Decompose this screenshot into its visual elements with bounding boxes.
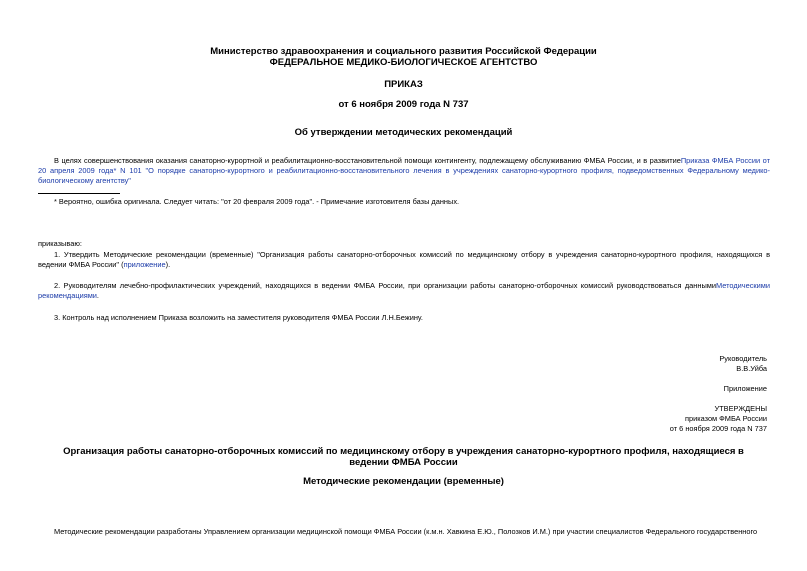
- footnote: * Вероятно, ошибка оригинала. Следует читать: "от 20 февраля 2009 года". - Примечание изготовителя базы данных.: [54, 197, 460, 206]
- order-item-1: [38, 250, 770, 270]
- appendix-label: Приложение: [723, 384, 767, 393]
- ministry-heading: Министерство здравоохранения и социального развития Российской Федерации: [210, 46, 597, 57]
- appendix-link[interactable]: приложение: [123, 260, 166, 269]
- order-item-3: 3. Контроль над исполнением Приказа возложить на заместителя руководителя ФМБА России Л.Н.Бежину.: [54, 313, 423, 322]
- order-item-1-text: 1. Утвердить Методические рекомендации (временные) "Организация работы санаторно-отборочных комиссий по медицинскому отбору в учреждения санаторно-курортного профиля, находящихся в ведении ФМБА России" (: [38, 250, 770, 269]
- appendix-title: Организация работы санаторно-отборочных комиссий по медицинскому отбору в учреждения санаторно-курортного профиля, находящиеся в ведении ФМБА России: [63, 446, 744, 468]
- signature-title: Руководитель: [719, 354, 767, 363]
- order-item-2-end: .: [96, 291, 99, 300]
- order-date-number: от 6 ноября 2009 года N 737: [338, 99, 469, 110]
- order-101-link[interactable]: Приказа ФМБА России от 20 апреля 2009 года* N 101 "О порядке санаторно-курортного и реабилитационно-восстановительного лечения в учреждениях санаторно-курортного профиля, подведомственных Федеральному медико-биологическому агентству": [38, 156, 770, 185]
- order-intro: приказываю:: [38, 239, 82, 248]
- approved-label: УТВЕРЖДЕНЫ: [714, 404, 767, 413]
- footnote-divider: [38, 193, 120, 194]
- appendix-subtitle: Методические рекомендации (временные): [303, 476, 504, 487]
- methodical-recommendations-link[interactable]: Методическими рекомендациями: [38, 281, 770, 300]
- appendix-body: Методические рекомендации разработаны Управлением организации медицинской помощи ФМБА России (к.м.н. Хавкина Е.Ю., Полозков И.М.) при участии специалистов Федерального государственного: [54, 527, 758, 536]
- order-subject: Об утверждении методических рекомендаций: [294, 127, 513, 138]
- agency-heading: ФЕДЕРАЛЬНОЕ МЕДИКО-БИОЛОГИЧЕСКОЕ АГЕНТСТВО: [269, 57, 538, 68]
- signature-name: В.В.Уйба: [736, 364, 767, 373]
- preamble-text: В целях совершенствования оказания санаторно-курортной и реабилитационно-восстановительной помощи контингенту, подлежащему обслуживанию ФМБА России, и в развитие: [54, 156, 681, 165]
- approved-date: от 6 ноября 2009 года N 737: [669, 424, 767, 433]
- approved-by-order: приказом ФМБА России: [684, 414, 767, 423]
- doc-type-heading: ПРИКАЗ: [384, 79, 423, 90]
- preamble-paragraph: [38, 156, 770, 186]
- order-item-2: [38, 281, 770, 301]
- order-item-2-text: 2. Руководителям лечебно-профилактических учреждений, находящихся в ведении ФМБА России, при организации работы санаторно-отборочных комиссий руководствоваться данными: [54, 281, 716, 290]
- order-item-1-end: ).: [165, 260, 171, 269]
